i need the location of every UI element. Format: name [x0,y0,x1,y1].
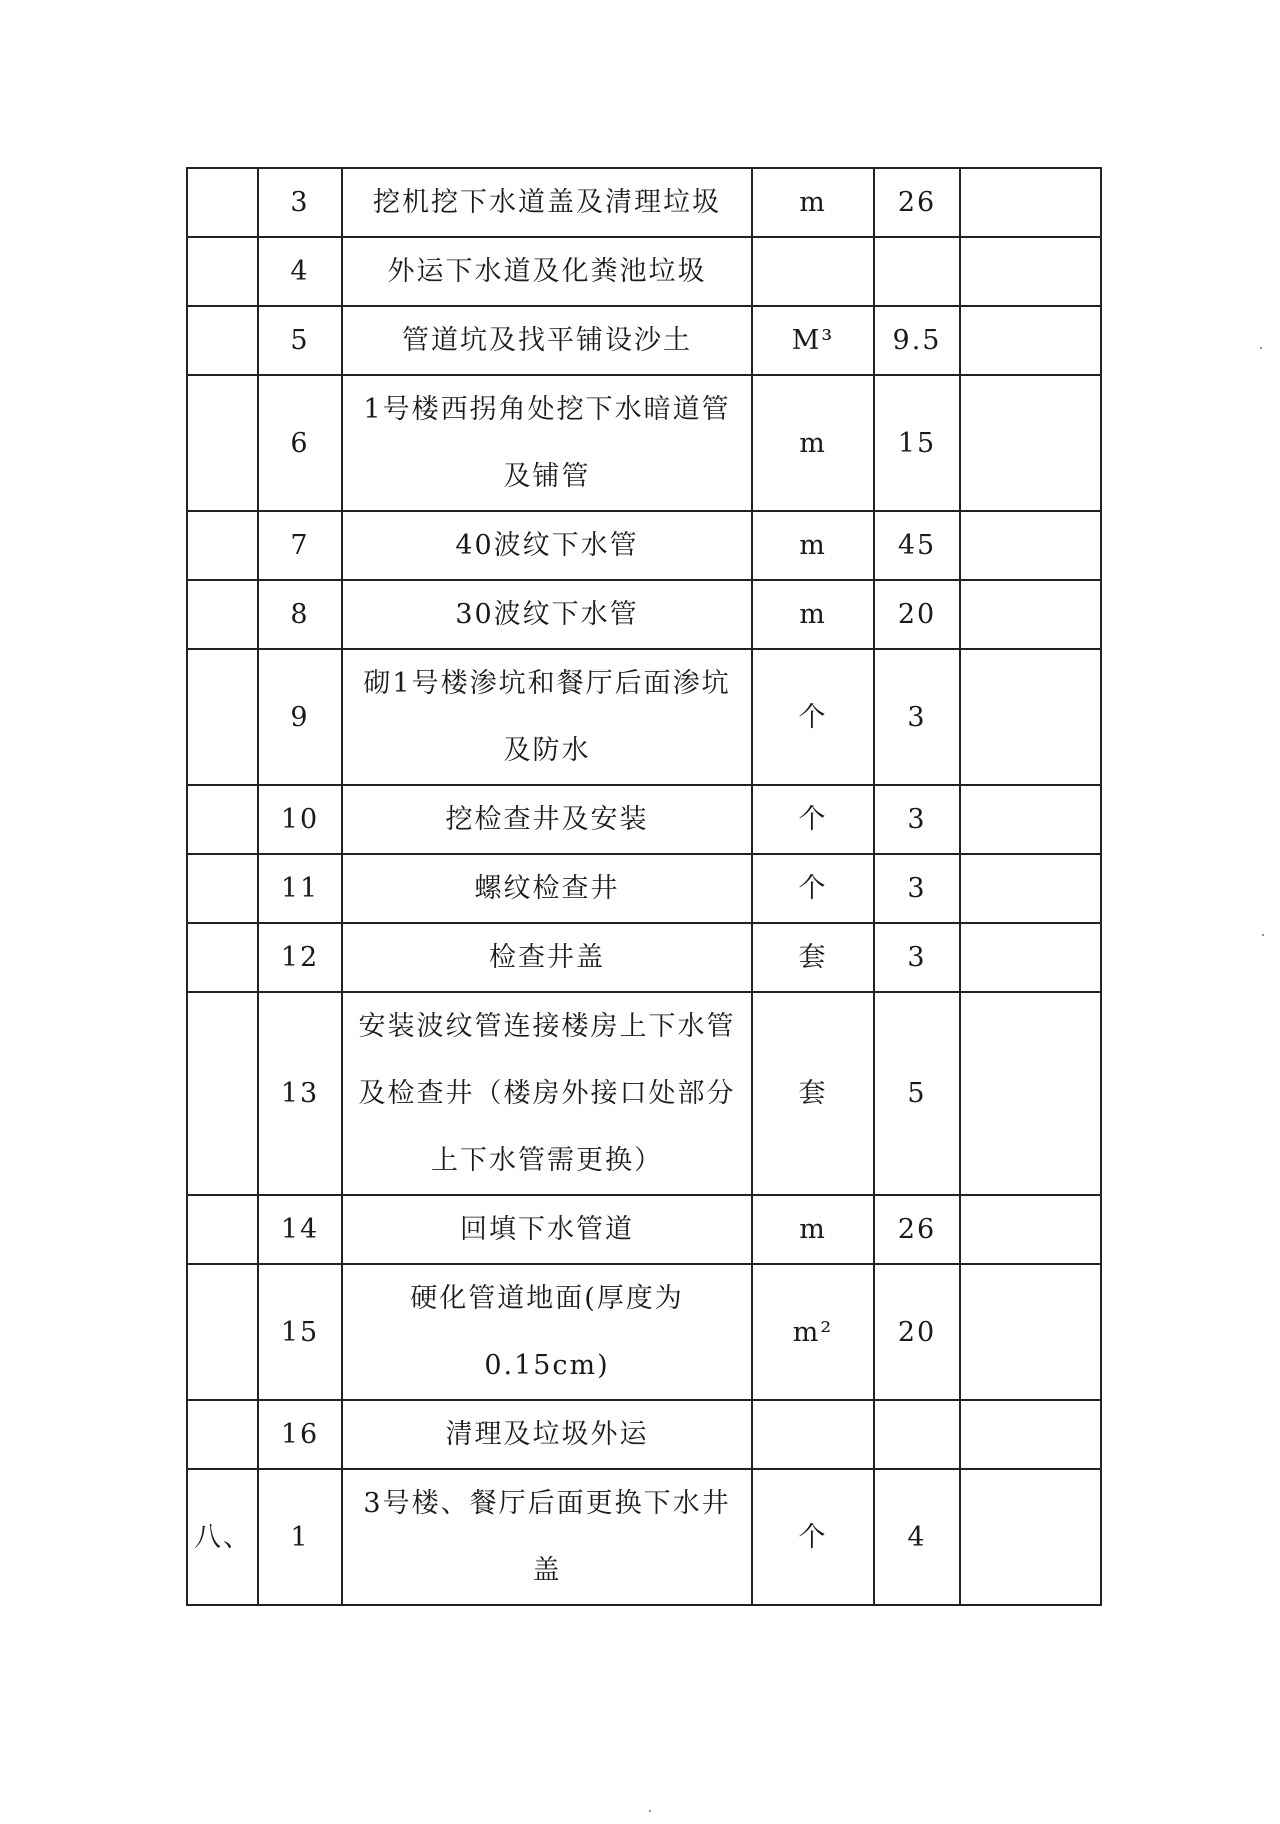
quantity-cell: 3 [874,649,960,785]
item-number-cell: 4 [258,237,342,306]
section-cell [187,306,258,375]
item-number-cell: 8 [258,580,342,649]
section-cell [187,785,258,854]
item-description-cell: 30波纹下水管 [342,580,752,649]
item-number-cell: 13 [258,992,342,1195]
quantity-cell: 26 [874,168,960,237]
note-cell [960,785,1101,854]
unit-cell: 套 [752,992,874,1195]
note-cell [960,511,1101,580]
item-description-cell: 检查井盖 [342,923,752,992]
item-description-cell: 1号楼西拐角处挖下水暗道管及铺管 [342,375,752,511]
table-row [187,1469,1101,1605]
table-row [187,511,1101,580]
section-cell [187,580,258,649]
unit-cell: 个 [752,649,874,785]
item-description-cell: 安装波纹管连接楼房上下水管及检查井（楼房外接口处部分上下水管需更换） [342,992,752,1195]
item-number-cell: 6 [258,375,342,511]
quantity-cell: 9.5 [874,306,960,375]
item-number-cell: 10 [258,785,342,854]
quantity-cell [874,237,960,306]
section-cell [187,511,258,580]
item-description-cell: 挖机挖下水道盖及清理垃圾 [342,168,752,237]
unit-cell: m² [752,1264,874,1400]
note-cell [960,168,1101,237]
quantity-cell: 45 [874,511,960,580]
item-description-cell: 管道坑及找平铺设沙土 [342,306,752,375]
quantity-cell: 15 [874,375,960,511]
note-cell [960,1469,1101,1605]
unit-cell: M³ [752,306,874,375]
item-number-cell: 1 [258,1469,342,1605]
quantity-cell: 20 [874,1264,960,1400]
item-number-cell: 9 [258,649,342,785]
item-number-cell: 5 [258,306,342,375]
section-cell [187,1195,258,1264]
section-cell [187,992,258,1195]
table-row [187,306,1101,375]
item-description-cell: 硬化管道地面(厚度为0.15cm) [342,1264,752,1400]
table-row [187,1400,1101,1469]
table-row [187,580,1101,649]
item-description-cell: 40波纹下水管 [342,511,752,580]
item-number-cell: 15 [258,1264,342,1400]
table-row [187,168,1101,237]
scan-speck [1260,347,1262,349]
table-row [187,1264,1101,1400]
item-description-cell: 砌1号楼渗坑和餐厅后面渗坑及防水 [342,649,752,785]
note-cell [960,1264,1101,1400]
item-number-cell: 16 [258,1400,342,1469]
quantity-cell: 4 [874,1469,960,1605]
item-description-cell: 挖检查井及安装 [342,785,752,854]
table-row [187,649,1101,785]
work-items-table [186,167,1102,1606]
note-cell [960,992,1101,1195]
quantity-cell: 26 [874,1195,960,1264]
unit-cell: 个 [752,785,874,854]
note-cell [960,1195,1101,1264]
table-row [187,854,1101,923]
section-cell [187,923,258,992]
section-cell [187,854,258,923]
item-description-cell: 3号楼、餐厅后面更换下水井盖 [342,1469,752,1605]
table-row [187,992,1101,1195]
item-number-cell: 14 [258,1195,342,1264]
section-cell [187,1264,258,1400]
table-row [187,375,1101,511]
item-description-cell: 回填下水管道 [342,1195,752,1264]
item-number-cell: 3 [258,168,342,237]
quantity-cell: 5 [874,992,960,1195]
note-cell [960,854,1101,923]
unit-cell [752,1400,874,1469]
unit-cell: m [752,1195,874,1264]
note-cell [960,649,1101,785]
unit-cell: m [752,168,874,237]
item-description-cell: 外运下水道及化粪池垃圾 [342,237,752,306]
note-cell [960,580,1101,649]
note-cell [960,237,1101,306]
item-description-cell: 清理及垃圾外运 [342,1400,752,1469]
section-cell [187,375,258,511]
unit-cell: m [752,580,874,649]
item-number-cell: 11 [258,854,342,923]
note-cell [960,923,1101,992]
quantity-cell: 20 [874,580,960,649]
unit-cell: 个 [752,1469,874,1605]
item-number-cell: 12 [258,923,342,992]
item-number-cell: 7 [258,511,342,580]
section-cell [187,649,258,785]
table-row [187,785,1101,854]
note-cell [960,306,1101,375]
section-cell [187,237,258,306]
item-description-cell: 螺纹检查井 [342,854,752,923]
scan-speck [1262,934,1264,936]
table-row [187,237,1101,306]
table-row [187,923,1101,992]
section-cell [187,1400,258,1469]
section-cell: 八、 [187,1469,258,1605]
quantity-cell: 3 [874,785,960,854]
unit-cell [752,237,874,306]
table-row [187,1195,1101,1264]
note-cell [960,1400,1101,1469]
section-cell [187,168,258,237]
scan-speck [649,1810,651,1812]
note-cell [960,375,1101,511]
quantity-cell: 3 [874,854,960,923]
unit-cell: 套 [752,923,874,992]
quantity-cell [874,1400,960,1469]
quantity-cell: 3 [874,923,960,992]
unit-cell: m [752,511,874,580]
unit-cell: 个 [752,854,874,923]
unit-cell: m [752,375,874,511]
table-body [187,168,1101,1605]
